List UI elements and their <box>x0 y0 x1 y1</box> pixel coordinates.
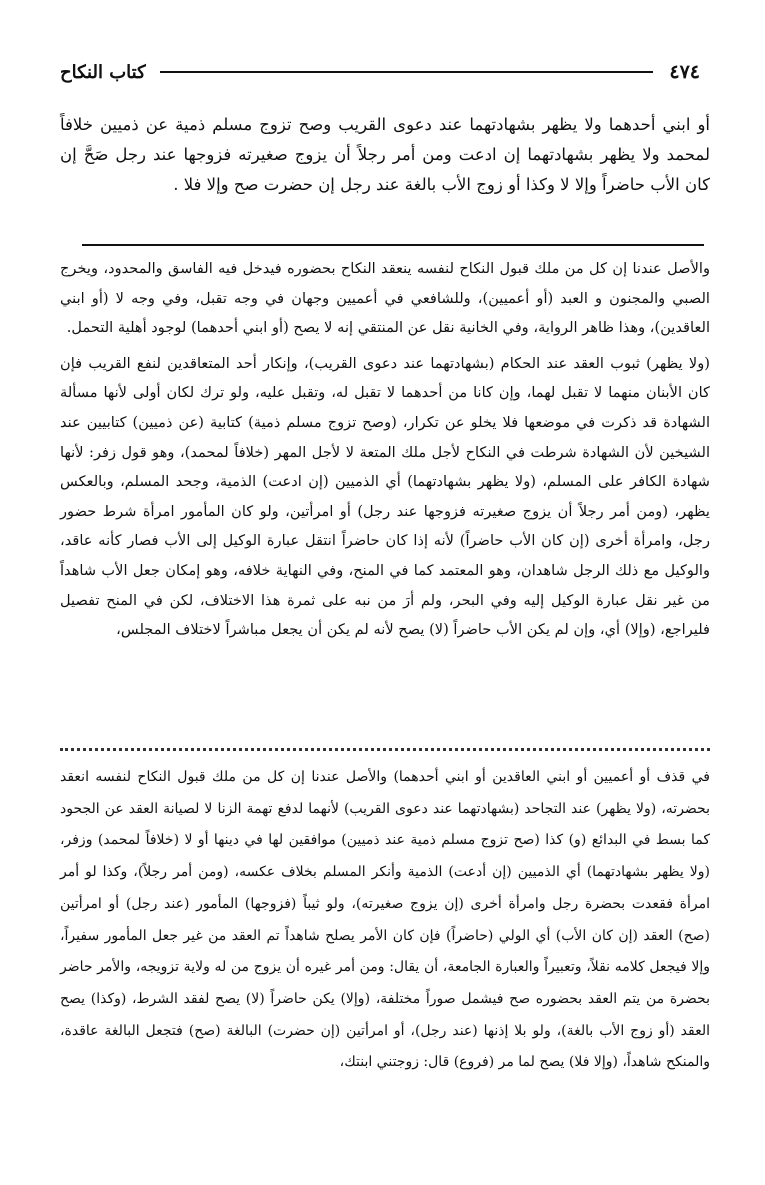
sharh-paragraph: (ولا يظهر) ثبوب العقد عند الحكام (بشهادتهما عند دعوى القريب)، وإنكار أحد المتعاقدين لنفع القريب فإن كان الأبنان منهما لا تقبل لهما، وإن كانا من أحدهما لا تقبل له، وتقبل عليه، ولو ترك لكان أولى لأنها مسألة الشهادة قد ذكرت في موضعها فلا يخلو عن تكرار، (وصح تزوج مسلم ذمية) كتابية (عن ذميين) كتابيين عند الشيخين لأن الشهادة شرطت في النكاح لأجل ملك المتعة لا لأجل المهر (خلافاً لمحمد)، وهو قول زفر: لأنها شهادة الكافر على المسلم، (ولا يظهر بشهادتهما) أي الذميين (إن ادعت) الذمية، وجحد المسلم، وبالعكس يظهر، (ومن أمر رجلاً أن يزوج صغيرته فزوجها عند رجل) أو امرأتين، ولو كان المأمور امرأة شرط حضور رجل، وامرأة أخرى (إن كان الأب حاضراً) لأنه إذا كان حاضراً انتقل عبارة الوكيل إلى الأب فصار كأنه عاقد، والوكيل مع ذلك الرجل شاهدان، وهو المعتمد كما في المنح، وفي النهاية خلافه، وهو إمكان جعل الأب شاهداً من غير نقل عبارة الوكيل إليه وفي البحر، ولم أرَ من نبه على ثمرة هذا الاختلاف، لكن في المنح تفصيل فليراجع، (وإلا) أي، وإن لم يكن الأب حاضراً (لا) يصح لأنه لم يكن أن يجعل مباشراً لاختلاف المجلس، <box>60 354 710 639</box>
page-header <box>60 58 700 86</box>
section-divider <box>82 244 704 246</box>
footnote-divider <box>60 748 710 751</box>
hashiya-footnote <box>60 762 710 1079</box>
sharh-paragraph: والأصل عندنا إن كل من ملك قبول النكاح لنفسه ينعقد النكاح بحضوره فيدخل فيه الفاسق والمحدود، ويخرج الصبي والمجنون و العبد (أو أعميين)، وللشافعي في أعميين وجهان في وجه تقبل، وفي وجه لا (أو ابني العاقدين)، وهذا ظاهر الرواية، وفي الخانية نقل عن المنتقي إنه لا يصح (أو ابني أحدهما) لوجود أهلية التحمل. <box>60 260 710 337</box>
running-title: كتاب النكاح <box>60 61 146 83</box>
hashiya-paragraph: في قذف أو أعميين أو ابني العاقدين أو ابني أحدهما) والأصل عندنا إن كل من ملك قبول النكاح لنفسه انعقد بحضرته، (ولا يظهر) عند التجاحد (بشهادتهما عند دعوى القريب) لأنهما لدفع تهمة الزنا لا لصيانة العقد عن الجحود كما بسط في البدائع (و) كذا (صح تزوج مسلم ذمية عند ذميين) موافقين لها في دينها أو لا (خلافاً لمحمد) وزفر، (ولا يظهر بشهادتهما) أي الذميين (إن أدعت) الذمية وأنكر المسلم بخلاف عكسه، (ومن أمر رجلاً)، وكذا لو أمر امرأة فقعدت بحضرة رجل وامرأة أخرى (إن يزوج صغيرته)، ولو ثيباً (فزوجها) المأمور (عند رجل) أو امرأتين (صح) العقد (إن كان الأب) أي الولي (حاضراً) فإن كان الأمر يصلح شاهداً تم العقد من غير جعل المأمور سفيراً، وإلا فيجعل كلامه نقلاً، وتعبيراً والعبارة الجامعة، أن يقال: ومن أمر غيره أن يزوج من له ولاية تزويجه، والأمر حاضر بحضرة من يتم العقد بحضوره صح فيشمل صوراً مختلفة، (وإلا) يكن حاضراً (لا) يصح لفقد الشرط، (وكذا) يصح العقد (أو زوج الأب بالغة)، ولو بلا إذنها (عند رجل)، أو امرأتين (إن حضرت) البالغة (صح) فتجعل البالغة عاقدة، والمنكح شاهداً، (وإلا فلا) يصح لما مر (فروع) قال: زوجتني ابنتك، <box>60 769 710 1071</box>
page-number: ٤٧٤ <box>669 61 700 83</box>
matn-text: أو ابني أحدهما ولا يظهر بشهادتهما عند دعوى القريب وصح تزوج مسلم ذمية عن ذميين خلافاً لمحمد ولا يظهر بشهادتهما إن ادعت ومن أمر رجلاً أن يزوج صغيرته فزوجها عند رجل صَحَّ إن كان الأب حاضراً وإلا لا وكذا أو زوج الأب بالغة عند رجل إن حضرت صح وإلا فلا . <box>60 115 710 194</box>
sharh-commentary <box>60 254 710 645</box>
header-rule <box>160 71 654 73</box>
